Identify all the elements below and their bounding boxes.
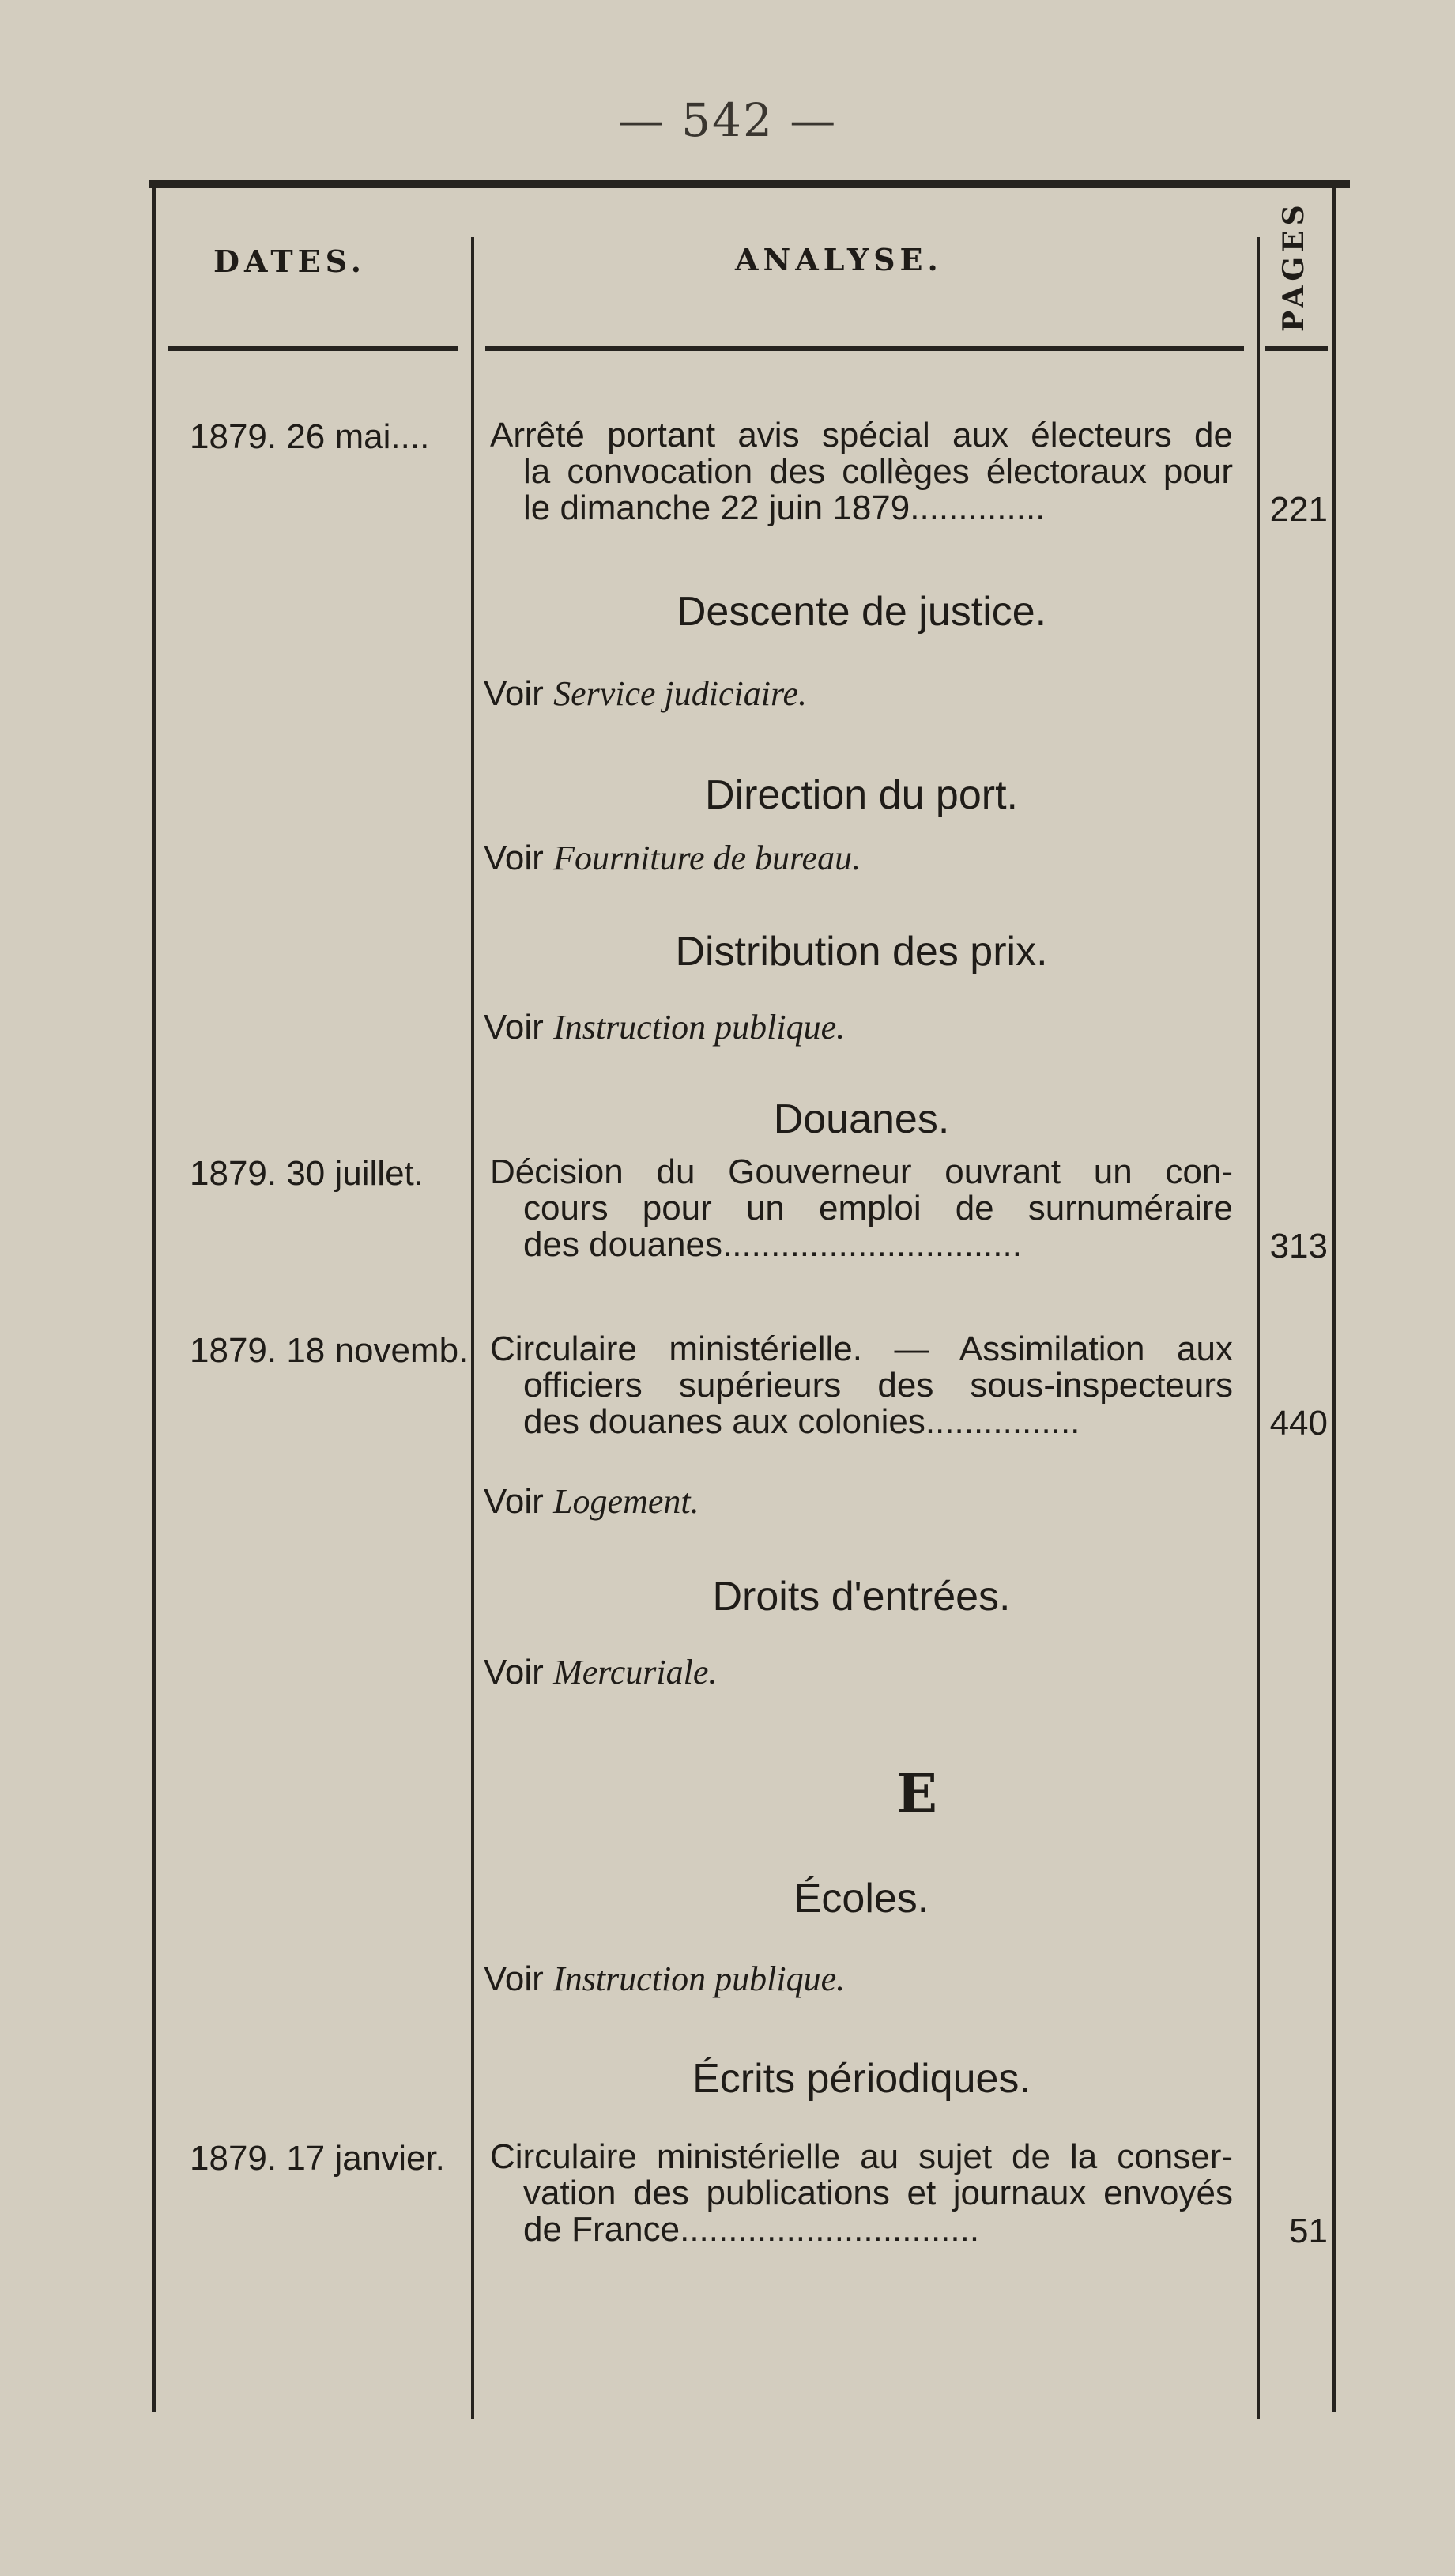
entry-line: vation des publications et journaux envoyés — [523, 2174, 1233, 2212]
entry-page: 313 — [1269, 1227, 1328, 1265]
see-ref: Instruction publique. — [553, 1959, 846, 1998]
entry-line: officiers supérieurs des sous-inspecteurs — [523, 1366, 1233, 1405]
pages-column-rule — [1332, 183, 1336, 2412]
see-word: Voir — [484, 1482, 544, 1521]
section-heading: Écrits périodiques. — [692, 2056, 1031, 2102]
see-word: Voir — [484, 1959, 544, 1998]
entry-page: 440 — [1269, 1404, 1328, 1443]
table-top-rule — [149, 180, 1350, 188]
see-also — [484, 838, 861, 878]
entry-line: Circulaire ministérielle. — Assimilation aux — [490, 1329, 1233, 1368]
entry-line: Décision du Gouverneur ouvrant un con- — [490, 1152, 1233, 1191]
entry-line: la convocation des collèges électoraux pour — [523, 452, 1233, 491]
section-heading: Douanes. — [773, 1096, 950, 1142]
header-bottom-rule-analyse — [485, 346, 1244, 351]
entry-analysis — [490, 2139, 1233, 2248]
entry-line: cours pour un emploi de surnuméraire — [523, 1189, 1233, 1228]
entry-page: 51 — [1289, 2212, 1328, 2250]
entry-analysis — [490, 1154, 1233, 1263]
analyse-column-header: ANALYSE. — [735, 242, 943, 277]
entry-line: Arrêté portant avis spécial aux électeurs de — [490, 416, 1233, 454]
section-heading: Descente de justice. — [676, 589, 1047, 635]
entry-date: 1879. 26 mai.... — [190, 417, 430, 456]
page-number: — 542 — — [617, 93, 838, 147]
entry-analysis — [490, 1331, 1233, 1440]
see-ref: Instruction publique. — [553, 1008, 846, 1047]
section-letter: E — [896, 1763, 937, 1826]
see-also — [484, 1959, 845, 1999]
entry-line: de France............................... — [523, 2212, 980, 2248]
entry-page: 221 — [1269, 490, 1328, 529]
table-left-rule — [152, 183, 156, 2412]
see-also — [484, 673, 807, 714]
entry-line: le dimanche 22 juin 1879.............. — [523, 490, 1046, 526]
see-also — [484, 1652, 717, 1692]
see-word: Voir — [484, 1653, 544, 1692]
entry-date: 1879. 17 janvier. — [190, 2139, 445, 2178]
see-ref: Mercuriale. — [553, 1653, 718, 1692]
entry-line: des douanes............................... — [523, 1227, 1022, 1263]
see-word: Voir — [484, 839, 544, 877]
entry-line: Circulaire ministérielle au sujet de la conser- — [490, 2137, 1233, 2176]
see-ref: Fourniture de bureau. — [553, 839, 861, 877]
see-word: Voir — [484, 1008, 544, 1047]
pages-column-header: PAGES — [1277, 200, 1310, 332]
section-heading: Écoles. — [793, 1876, 929, 1922]
see-also — [484, 1007, 845, 1047]
entry-analysis — [490, 417, 1233, 526]
entry-date: 1879. 30 juillet. — [190, 1154, 424, 1193]
see-ref: Service judiciaire. — [553, 674, 807, 713]
entry-line: des douanes aux colonies................ — [523, 1404, 1080, 1440]
section-heading: Droits d'entrées. — [712, 1574, 1011, 1620]
entry-date: 1879. 18 novemb. — [190, 1331, 469, 1370]
header-bottom-rule-dates — [168, 346, 458, 351]
see-also — [484, 1481, 699, 1522]
section-heading: Distribution des prix. — [675, 929, 1048, 975]
see-ref: Logement. — [553, 1482, 699, 1521]
see-word: Voir — [484, 674, 544, 713]
dates-column-header: DATES. — [213, 243, 366, 279]
section-heading: Direction du port. — [705, 772, 1018, 818]
analyse-column-rule — [1257, 237, 1260, 2419]
header-bottom-rule-pages — [1265, 346, 1328, 351]
